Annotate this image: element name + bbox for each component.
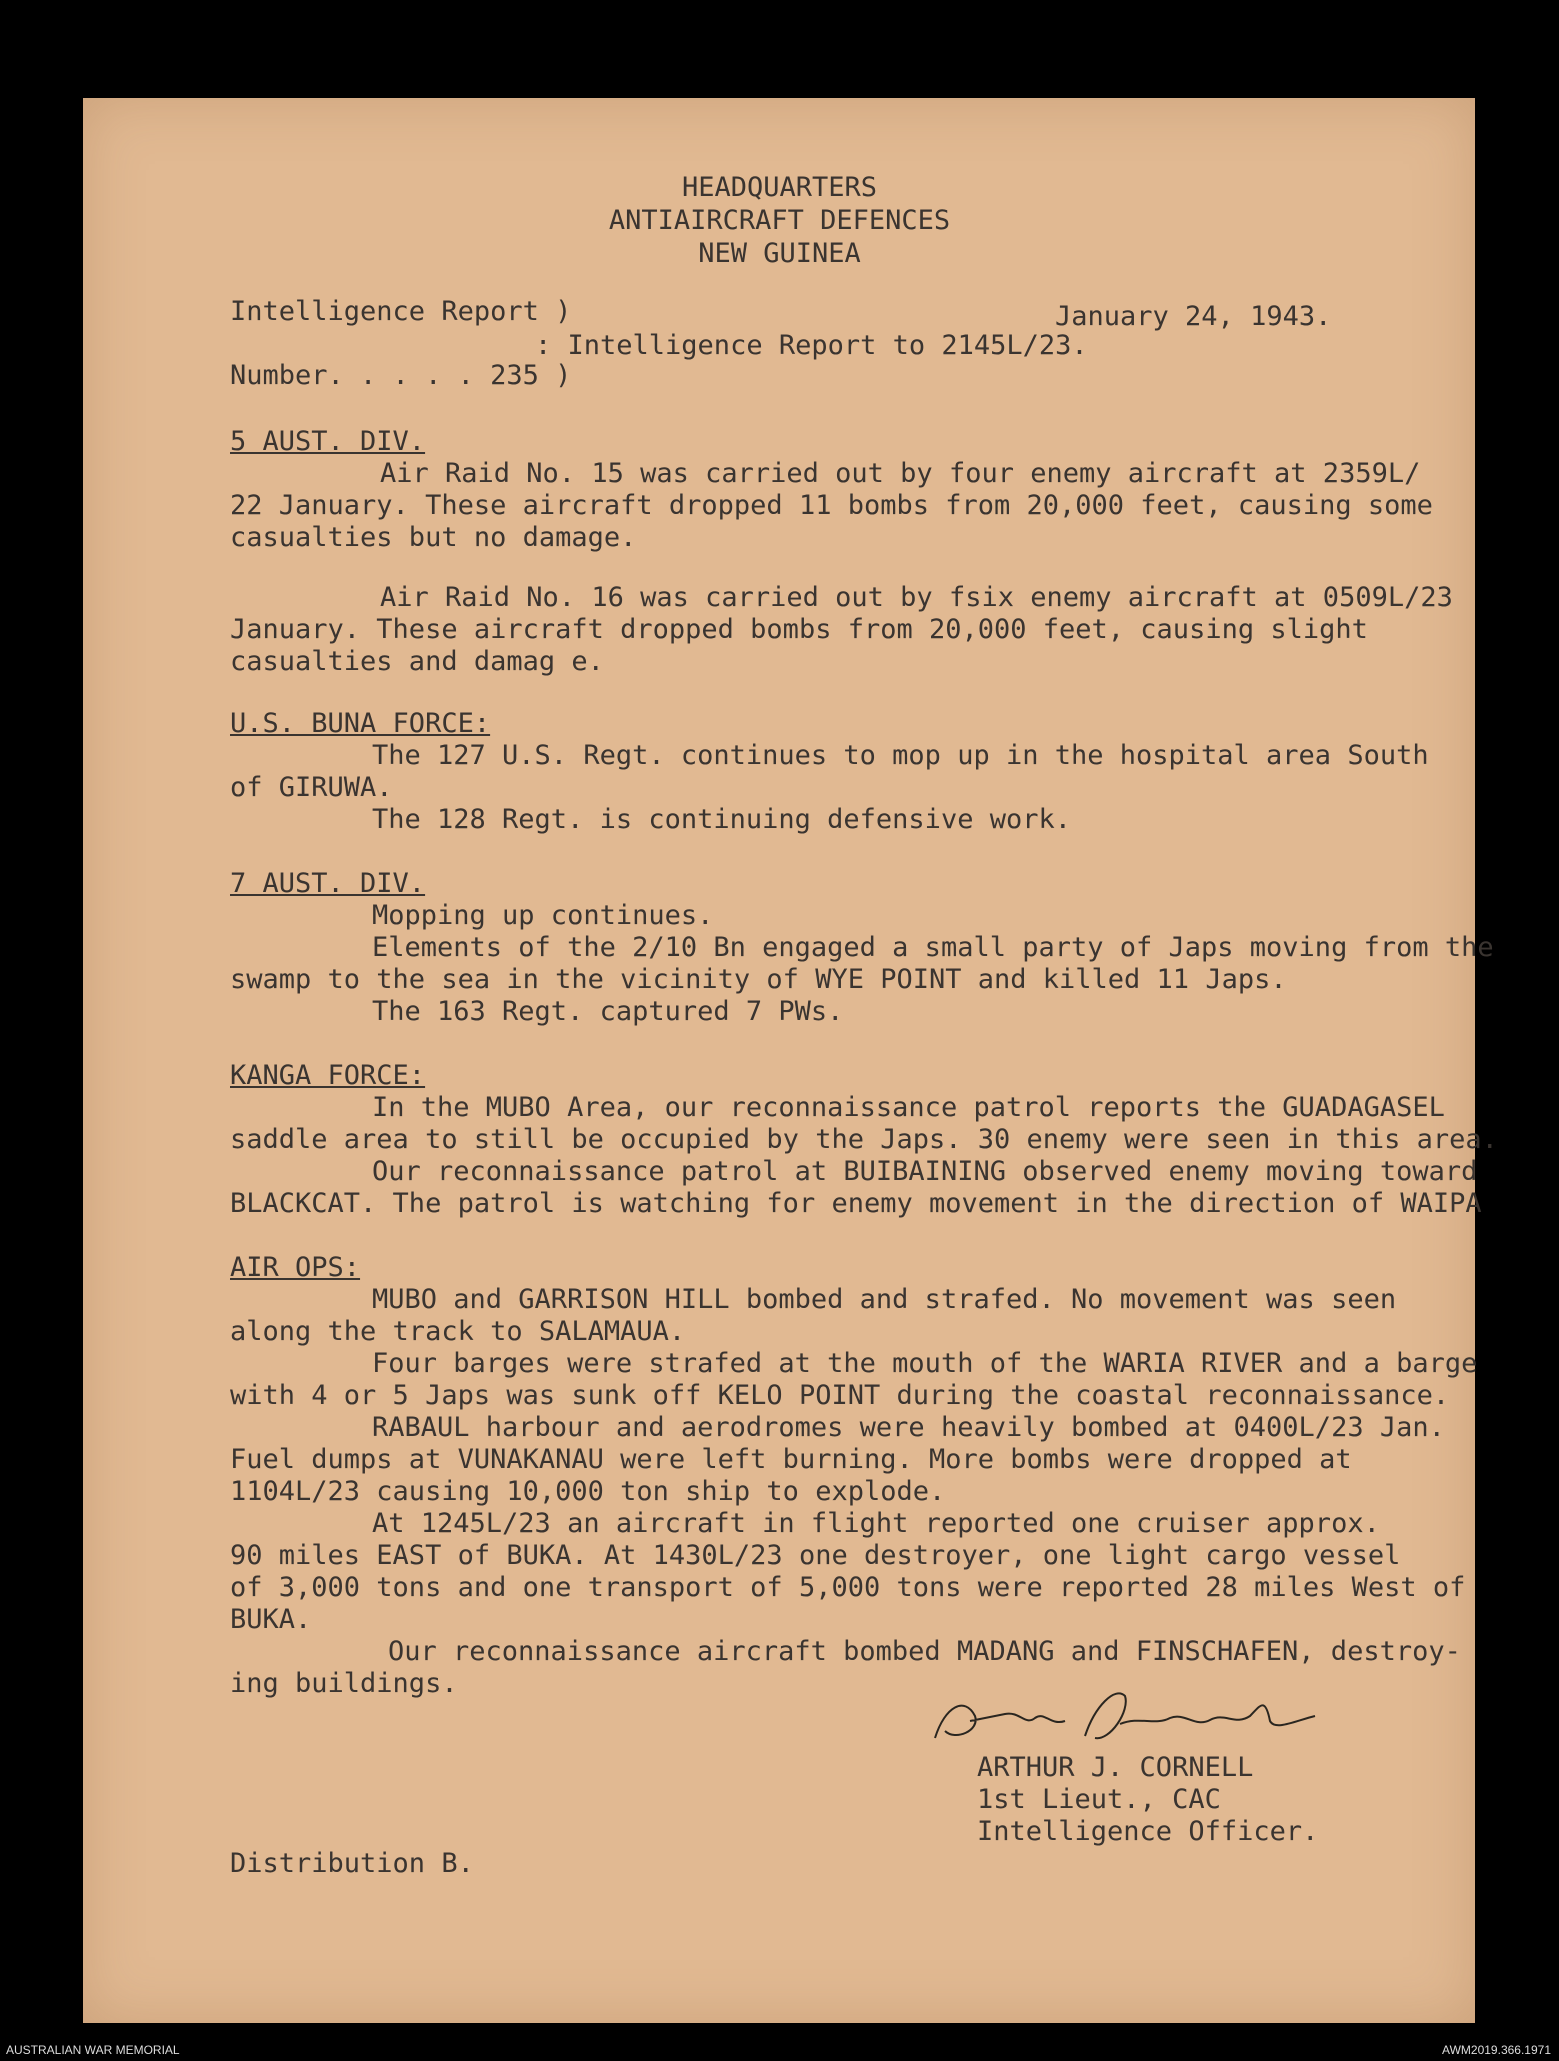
text-line: saddle area to still be occupied by the Japs. 30 enemy were seen in this area. bbox=[230, 1124, 1498, 1155]
text-line: Air Raid No. 15 was carried out by four enemy aircraft at 2359L/ bbox=[380, 458, 1421, 489]
text-line: RABAUL harbour and aerodromes were heavily bombed at 0400L/23 Jan. bbox=[372, 1412, 1445, 1443]
signatory-rank: 1st Lieut., CAC bbox=[977, 1784, 1221, 1815]
text-line: Mopping up continues. bbox=[372, 900, 714, 931]
section-title-kanga-force: KANGA FORCE: bbox=[230, 1060, 426, 1091]
text-line: Air Raid No. 16 was carried out by fsix enemy aircraft at 0509L/23 bbox=[380, 582, 1453, 613]
text-line: casualties and damag e. bbox=[230, 646, 604, 677]
text-line: of GIRUWA. bbox=[230, 772, 393, 803]
text-line: The 127 U.S. Regt. continues to mop up in the hospital area South bbox=[372, 740, 1429, 771]
text-line: The 163 Regt. captured 7 PWs. bbox=[372, 996, 844, 1027]
report-label-2: : Intelligence Report to 2145L/23. bbox=[535, 330, 1088, 361]
signatory-name: ARTHUR J. CORNELL bbox=[977, 1752, 1254, 1783]
header-line-1: HEADQUARTERS bbox=[681, 172, 878, 203]
text-line: Fuel dumps at VUNAKANAU were left burning. More bombs were dropped at bbox=[230, 1444, 1352, 1475]
footer-source: AUSTRALIAN WAR MEMORIAL bbox=[6, 2043, 180, 2057]
text-line: BUKA. bbox=[230, 1604, 312, 1635]
text-line: 90 miles EAST of BUKA. At 1430L/23 one destroyer, one light cargo vessel bbox=[230, 1540, 1401, 1571]
text-line: 22 January. These aircraft dropped 11 bombs from 20,000 feet, causing some bbox=[230, 490, 1433, 521]
section-title-air-ops: AIR OPS: bbox=[230, 1252, 361, 1283]
text-line: BLACKCAT. The patrol is watching for enemy movement in the direction of WAIPA bbox=[230, 1188, 1482, 1219]
text-line: with 4 or 5 Japs was sunk off KELO POINT during the coastal reconnaissance. bbox=[230, 1380, 1450, 1411]
handwritten-signature bbox=[925, 1676, 1335, 1756]
footer-accession: AWM2019.366.1971 bbox=[1442, 2043, 1551, 2057]
text-line: The 128 Regt. is continuing defensive work. bbox=[372, 804, 1071, 835]
report-label-3: Number. . . . . 235 ) bbox=[230, 360, 572, 391]
section-title-5-aust-div: 5 AUST. DIV. bbox=[230, 426, 426, 457]
report-date: January 24, 1943. bbox=[1055, 301, 1332, 332]
text-line: ing buildings. bbox=[230, 1668, 458, 1699]
text-line: along the track to SALAMAUA. bbox=[230, 1316, 686, 1347]
text-line: In the MUBO Area, our reconnaissance patrol reports the GUADAGASEL bbox=[372, 1092, 1445, 1123]
text-line: swamp to the sea in the vicinity of WYE POINT and killed 11 Japs. bbox=[230, 964, 1287, 995]
text-line: MUBO and GARRISON HILL bombed and strafed. No movement was seen bbox=[372, 1284, 1397, 1315]
header-line-3: NEW GUINEA bbox=[698, 238, 861, 269]
signatory-title: Intelligence Officer. bbox=[977, 1816, 1319, 1847]
text-line: casualties but no damage. bbox=[230, 522, 637, 553]
text-line: Our reconnaissance aircraft bombed MADANG and FINSCHAFEN, destroy- bbox=[388, 1636, 1461, 1667]
header-line-2: ANTIAIRCRAFT DEFENCES bbox=[608, 205, 951, 236]
report-label-1: Intelligence Report ) bbox=[230, 296, 572, 327]
distribution: Distribution B. bbox=[230, 1848, 474, 1879]
text-line: of 3,000 tons and one transport of 5,000 tons were reported 28 miles West of bbox=[230, 1572, 1466, 1603]
text-line: 1104L/23 causing 10,000 ton ship to explode. bbox=[230, 1476, 946, 1507]
text-line: Our reconnaissance patrol at BUIBAINING observed enemy moving toward bbox=[372, 1156, 1478, 1187]
section-title-us-buna-force: U.S. BUNA FORCE: bbox=[230, 708, 491, 739]
section-title-7-aust-div: 7 AUST. DIV. bbox=[230, 868, 426, 899]
text-line: Four barges were strafed at the mouth of the WARIA RIVER and a barge bbox=[372, 1348, 1478, 1379]
text-line: Elements of the 2/10 Bn engaged a small party of Japs moving from the bbox=[372, 932, 1494, 963]
text-line: At 1245L/23 an aircraft in flight reported one cruiser approx. bbox=[372, 1508, 1380, 1539]
text-line: January. These aircraft dropped bombs from 20,000 feet, causing slight bbox=[230, 614, 1368, 645]
